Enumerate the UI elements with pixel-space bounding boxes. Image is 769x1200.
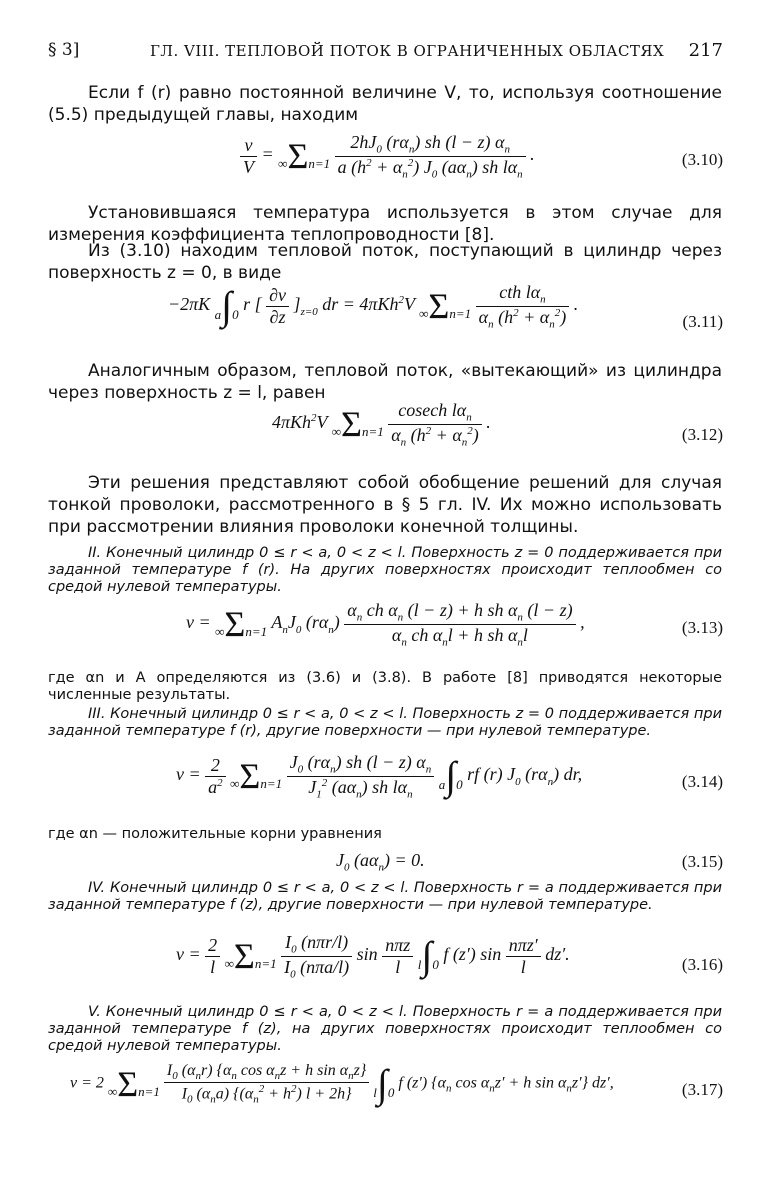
eq-number-3-11: (3.11) — [682, 312, 723, 331]
case-II: II. Конечный цилиндр 0 ≤ r < a, 0 < z < l. Поверхность z = 0 поддерживается при заданной температуре f (r). На других поверхностях происходит теплообмен со средой нулевой температуры. — [48, 545, 722, 595]
equation-3-15: $J_0$ $(a\alpha_n) = 0$. — [336, 850, 425, 874]
equation-3-14: v = $\frac{2}{a^2}$ ∞Σn=1 $\frac{J_0 (r\alpha_n) sh (l - z) \alpha_n}{J_1^2 (a\alpha_n) sh l\alpha_n}$ a∫0 rf (r) $J_0$ $(r\alpha_n)$ dr, — [176, 752, 583, 801]
eq-number-3-12: (3.12) — [681, 425, 723, 444]
eq-number-3-14: (3.14) — [681, 772, 723, 791]
eq-number-3-13: (3.13) — [681, 618, 723, 637]
case-III: III. Конечный цилиндр 0 ≤ r < a, 0 < z < l. Поверхность z = 0 поддерживается при заданной температуре f (r), другие поверхности — при нулевой температуре. — [48, 706, 722, 739]
paragraph-4: Аналогичным образом, тепловой поток, «вытекающий» из цилиндра через поверхность z = l, равен — [48, 361, 722, 403]
paragraph-7: где αn — положительные корни уравнения — [48, 826, 382, 842]
header-section: § 3] — [48, 40, 80, 60]
paragraph-6: где αn и A определяются из (3.6) и (3.8). В работе [8] приводятся некоторые численные результаты. — [48, 670, 722, 703]
eq-number-3-16: (3.16) — [681, 955, 723, 974]
case-IV: IV. Конечный цилиндр 0 ≤ r < a, 0 < z < l. Поверхность r = a поддерживается при заданной температуре f (z), другие поверхности — при нулевой температуре. — [48, 880, 722, 913]
eq-number-3-17: (3.17) — [681, 1080, 723, 1099]
header-title: ГЛ. VIII. ТЕПЛОВОЙ ПОТОК В ОГРАНИЧЕННЫХ ОБЛАСТЯХ — [150, 42, 665, 60]
equation-3-16: v = $\frac{2}{l}$ ∞Σn=1 $\frac{I_0 (n\pi r/l)}{I_0 (n\pi a/l)}$ sin $\frac{\text{nπz}}{l}$ l∫0 f (z′) sin $\frac{\text{nπz′}}{l}$ dz′. — [176, 932, 570, 981]
paragraph-3: Из (3.10) находим тепловой поток, поступающий в цилиндр через поверхность z = 0, в виде — [48, 241, 722, 283]
page-number: 217 — [688, 40, 723, 61]
equation-3-13: v = ∞Σn=1 $A_nJ_0$ $(r\alpha_n)$ $\frac{\alpha_n ch \alpha_n (l - z) + h sh \alpha_n (l - z)}{\alpha_n ch \alpha_nl + h sh \alpha_nl}$ , — [186, 600, 585, 649]
case-V: V. Конечный цилиндр 0 ≤ r < a, 0 < z < l. Поверхность r = a поддерживается при заданной температуре f (z), на других поверхностях происходит теплообмен со средой нулевой температуры. — [48, 1004, 722, 1054]
equation-3-17: v = 2 ∞Σn=1 $\frac{I_0 (\alpha_nr) \{\alpha_n \cos \alpha_nz + h \sin \alpha_nz\}}{I_0 (\alpha_na) \{(\alpha_n^2 + h^2) l + 2h\}}$ l∫0 f (z′) {$\alpha_n$ $\cos \alpha_nz' + h$ $\sin \alpha_nz'$} dz′, — [70, 1060, 614, 1106]
eq-number-3-10: (3.10) — [681, 150, 723, 169]
equation-3-10: $\frac{v}{V}$ = ∞Σn=1 $\frac{2hJ_0 (r\alpha_n) sh (l - z) \alpha_n}{a (h^2 + \alpha_n^2) J_0 (a\alpha_n) sh l\alpha_n}$ . — [240, 132, 535, 180]
paragraph-5: Эти решения представляют собой обобщение решений для случая тонкой проволоки, рассмотренного в § 5 гл. IV. Их можно использовать при рассмотрении влияния проволоки конечной толщины. — [48, 473, 722, 537]
paragraph-1: Если f (r) равно постоянной величине V, то, используя соотношение (5.5) предыдущей главы, находим — [48, 83, 722, 125]
eq-number-3-15: (3.15) — [681, 852, 723, 871]
equation-3-11: −2πK a∫0 r [ $\frac{\partial v}{\partial z}$ ]$_{z=0}$ dr = 4πKh$^2$V ∞Σn=1 $\frac{cth l\alpha_n}{\alpha_n (h^2 + \alpha_n^2)}$ . — [168, 282, 579, 331]
equation-3-12: 4πKh$^2$V ∞Σn=1 $\frac{cosech l\alpha_n}{\alpha_n (h^2 + \alpha_n^2)}$ . — [272, 400, 491, 449]
paragraph-2: Установившаяся температура используется в этом случае для измерения коэффициента теплопроводности [8]. — [48, 203, 722, 245]
